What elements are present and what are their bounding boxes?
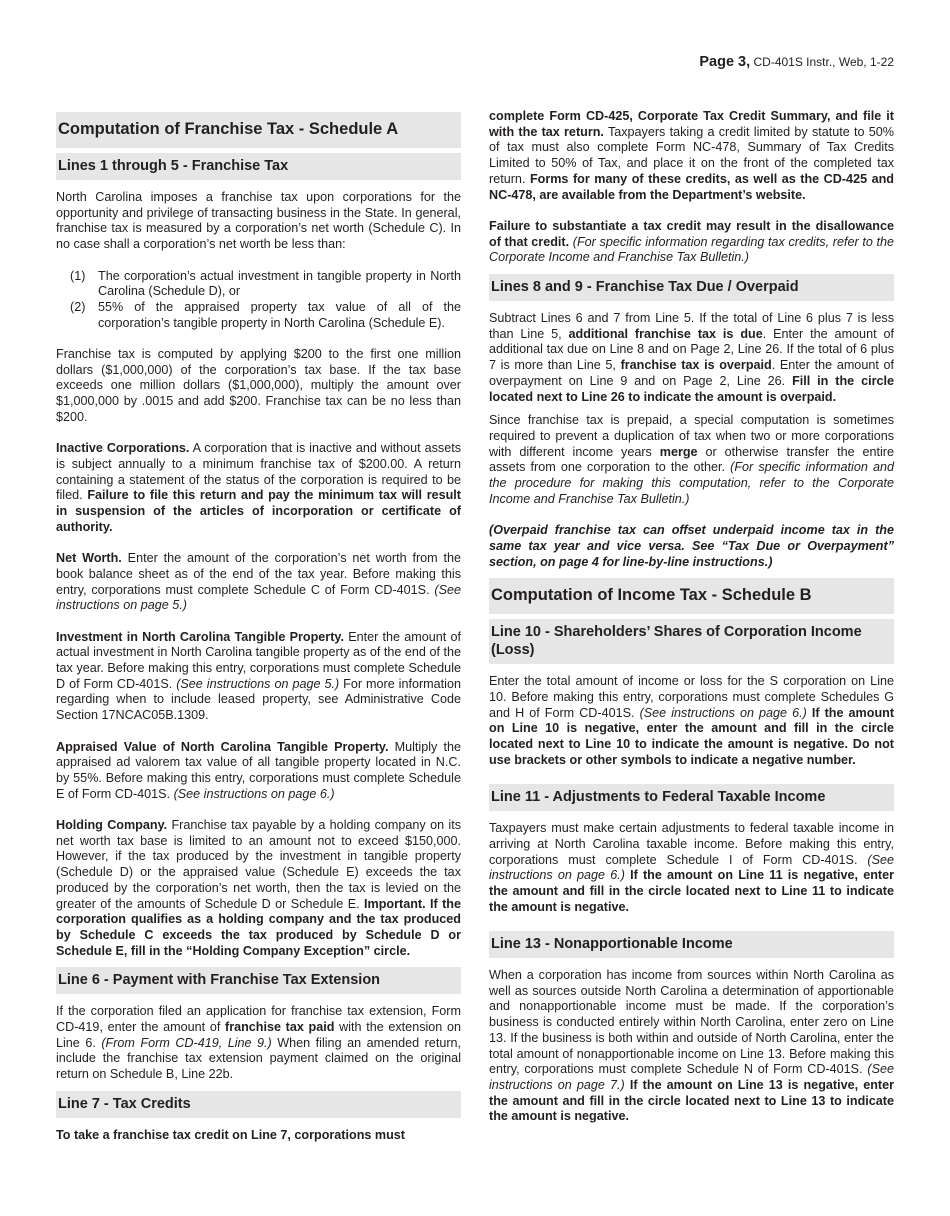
italic-text: (See instructions on page 5.) [56,582,461,613]
list-item-number: (1) [70,268,86,283]
text-run: If the corporation filed an application for franchise tax extension, Form CD-419, enter the amount of [56,1004,461,1035]
paragraph [56,740,461,803]
italic-text: (See instructions on page 6.) [173,786,335,801]
text-run: or otherwise transfer the entire assets from one corporation to the other. [489,444,895,475]
paragraph [56,1128,461,1144]
text-run: When a corporation has income from sources within North Carolina as well as sources outside North Carolina a determination of apportionable and nonapportionable income must be made. If the corporation’s business is conducted entirely within North Carolina, enter zero on Line 13. If the business is both within and outside of North Carolina, enter the total amount of nonapportionable income on Line 13. Before making this entry, corporations must complete Schedule N of Form CD-401S. [489,968,894,1077]
right-column [489,109,894,1141]
paragraph [56,441,461,535]
form-id: CD-401S Instr., Web, 1-22 [753,55,894,69]
italic-text: (From Form CD-419, Line 9.) [101,1035,272,1050]
page-number: Page 3, [699,54,751,70]
numbered-list [56,269,461,332]
bold-text: If the amount on Line 13 is negative, enter the amount and fill in the circle located next to Line 13 to indicate the amount is negative. [489,1077,894,1124]
bold-text: If the amount on Line 10 is negative, enter the amount and fill in the circle located next to Line 10 to indicate the amount is negative. Do not use brackets or other symbols to indicate a negative number. [489,705,895,767]
list-item-text: The corporation’s actual investment in tangible property in North Carolina (Schedule D), or [98,268,461,299]
paragraph [56,1004,461,1083]
bold-text: Failure to substantiate a tax credit may result in the disallowance of that credit. [489,218,894,249]
paragraph [56,551,461,614]
paragraph [489,413,894,507]
bold-text: Investment in North Carolina Tangible Property. [56,629,344,644]
page-header [699,54,894,70]
list-item-text: 55% of the appraised property tax value of all of the corporation’s tangible property in North Carolina (Schedule E). [98,299,461,330]
italic-text: (For specific information regarding tax credits, refer to the Corporate Income and Franchise Tax Bulletin.) [489,234,895,265]
bold-text: (Overpaid franchise tax can offset underpaid income tax in the same tax year and vice versa. See “Tax Due or Overpayment” section, on page 4 for line-by-line instructions.) [489,523,894,569]
text-run: Since franchise tax is prepaid, a special computation is sometimes required to prevent a duplication of tax when two or more corporations with different income years [489,413,894,459]
text-run: Enter the amount of the corporation’s net worth from the book balance sheet as of the end of the tax year. Before making this entry, corporations must complete Schedule C of Form CD-401S. [56,551,462,597]
bold-text: merge [659,444,698,459]
bold-text: Net Worth. [56,551,122,566]
italic-text: (See instructions on page 7.) [489,1062,894,1092]
text-run: Taxpayers taking a credit limited by statute to 50% of tax must also complete Form NC-478, Summary of Tax Credits Limited to 50% of Tax, and place it on the front of the completed tax return. [489,124,894,186]
subsection-heading: Line 13 - Nonapportionable Income [489,931,894,958]
paragraph [489,523,894,570]
subsection-heading: Line 10 - Shareholders’ Shares of Corporation Income (Loss) [489,619,894,664]
bold-text: Failure to file this return and pay the minimum tax will result in suspension of the articles of incorporation or certificate of authority. [56,488,461,534]
bold-text: additional franchise tax is due [568,326,763,341]
subsection-heading: Line 6 - Payment with Franchise Tax Extension [56,967,461,994]
text-run: North Carolina imposes a franchise tax upon corporations for the opportunity and privilege of transacting business in the State. In general, franchise tax is measured by a corporation’s net worth (Schedule C). In no case shall a corporation’s net worth be less than: [56,190,461,252]
bold-text: Appraised Value of North Carolina Tangible Property. [56,739,389,754]
text-run: Enter the total amount of income or loss for the S corporation on Line 10. Before making this entry, corporations must complete Schedules G and H of Form CD-401S. [489,674,894,720]
bold-text: Fill in the circle located next to Line 26 to indicate the amount is overpaid. [489,373,894,404]
text-run: . Enter the amount of overpayment on Line 9 and on Page 2, Line 26. [489,358,894,388]
italic-text: (For specific information and the procedure for making this computation, refer to the Corporate Income and Franchise Tax Bulletin.) [489,460,894,506]
paragraph [489,311,894,405]
paragraph [56,190,461,253]
text-run: A corporation that is inactive and without assets is subject annually to a minimum franchise tax of $200.00. A return containing a statement of the status of the corporation is required to be filed. [56,441,461,503]
subsection-heading: Lines 1 through 5 - Franchise Tax [56,153,461,180]
bold-text: complete Form CD-425, Corporate Tax Credit Summary, and file it with the tax return. [489,109,894,139]
left-column [56,112,461,1159]
bold-text: Inactive Corporations. [56,441,190,456]
paragraph [489,968,894,1125]
subsection-heading: Line 11 - Adjustments to Federal Taxable Income [489,784,894,811]
bold-text: Forms for many of these credits, as well as the CD-425 and NC-478, are available from the Department’s website. [489,171,894,202]
bold-text: franchise tax is overpaid [620,358,772,373]
bold-text: Important. If the corporation qualifies as a holding company and the tax produced by Schedule C exceeds the tax produced by Schedule D or Schedule E, fill in the “Holding Company Exception” circle. [56,896,461,958]
paragraph [489,674,894,768]
list-item [70,269,461,300]
section-heading: Computation of Income Tax - Schedule B [489,578,894,614]
italic-text: (See instructions on page 5.) [176,676,340,691]
italic-text: (See instructions on page 6.) [489,852,894,883]
bold-text: To take a franchise tax credit on Line 7, corporations must [56,1127,405,1142]
text-run: Franchise tax is computed by applying $200 to the first one million dollars ($1,000,000) of the corporation’s tax base. If the tax base exceeds one million dollars ($1,000,000), multiply the amount over $1,000,000 by .0015 and add $200. Franchise tax can be no less than $200. [56,347,461,424]
text-run: Multiply the appraised ad valorem tax value of all tangible property located in N.C. by 55%. Before making this entry, corporations must complete Schedule E of Form CD-401S. [56,739,461,801]
text-run: Subtract Lines 6 and 7 from Line 5. If the total of Line 6 plus 7 is less than Line 5, [489,311,894,341]
paragraph [56,630,461,724]
paragraph [56,347,461,426]
bold-text: franchise tax paid [225,1020,335,1035]
text-run: Franchise tax payable by a holding company on its net worth tax base is limited to an amount not to exceed $150,000. However, if the tax produced by the investment in tangible property (Schedule D) or the appraised value (Schedule E) exceeds the tax produced by the corporation’s net worth, then the tax is levied on the greater of the amounts of Schedule D or Schedule E. [56,818,462,911]
paragraph [56,818,461,959]
list-item-number: (2) [70,299,86,314]
paragraph [489,109,894,203]
bold-text: Holding Company. [56,818,168,833]
text-run: When filing an amended return, include the franchise tax extension payment claimed on the original return on Schedule B, Line 22b. [56,1035,462,1082]
bold-text: If the amount on Line 11 is negative, enter the amount and fill in the circle located next to Line 11 to indicate the amount is negative. [489,868,895,914]
text-run: . Enter the amount of additional tax due on Line 8 and on Page 2, Line 26. If the total of 6 plus 7 is more than Line 5, [489,326,894,373]
subsection-heading: Line 7 - Tax Credits [56,1091,461,1118]
text-run: For more information regarding when to include leased property, see Administrative Code Section 17NCAC05B.1309. [56,676,461,723]
text-run: with the extension on Line 6. [56,1020,461,1050]
paragraph [489,219,894,266]
text-run: Enter the amount of actual investment in North Carolina tangible property as of the end of the tax year. Before making this entry, corporations must complete Schedule D of Form CD-401S. [56,629,461,691]
list-item [70,300,461,331]
subsection-heading: Lines 8 and 9 - Franchise Tax Due / Overpaid [489,274,894,301]
section-heading: Computation of Franchise Tax - Schedule A [56,112,461,148]
italic-text: (See instructions on page 6.) [639,705,807,720]
text-run: Taxpayers must make certain adjustments to federal taxable income in arriving at North Carolina taxable income. Before making this entry, corporations must complete Schedule I of Form CD-401S. [489,821,894,867]
paragraph [489,821,894,915]
